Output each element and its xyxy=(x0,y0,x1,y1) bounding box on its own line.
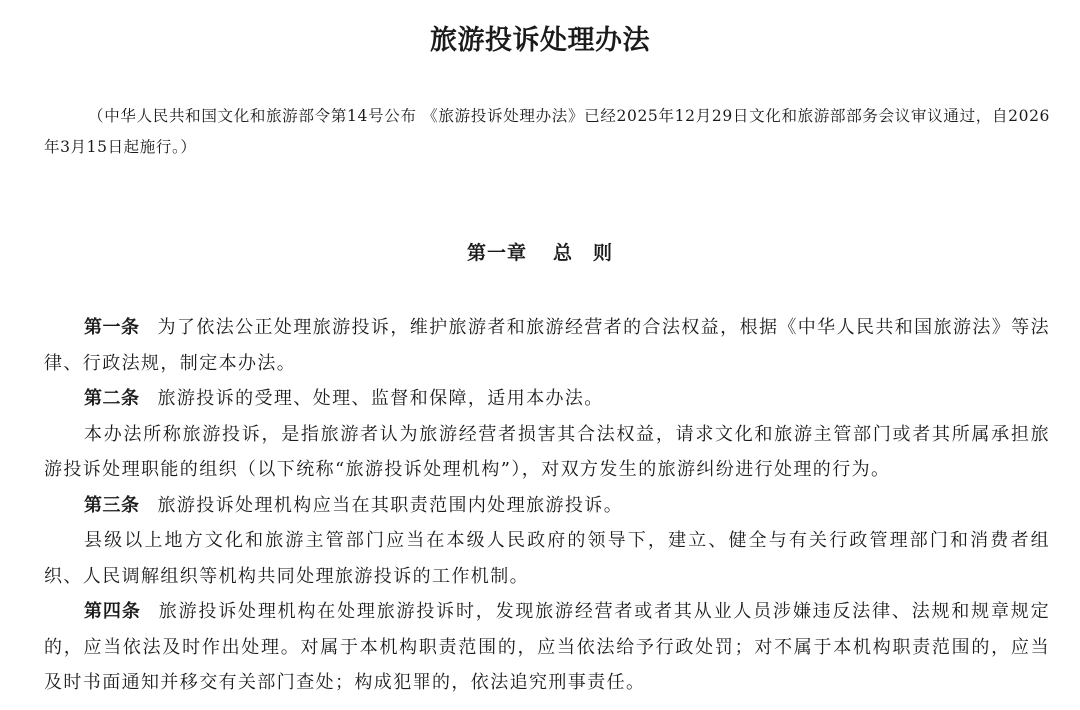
article-text: 旅游投诉处理机构应当在其职责范围内处理旅游投诉。 xyxy=(157,494,624,516)
document-title: 旅游投诉处理办法 xyxy=(430,25,650,56)
chapter-name-part1: 总 xyxy=(552,242,573,264)
article-2-continuation xyxy=(44,417,1050,488)
article-text: 为了依法公正处理旅游投诉，维护旅游者和旅游经营者的合法权益，根据《中华人民共和国旅游法》等法律、行政法规，制定本办法。 xyxy=(44,317,1050,374)
article-text: 旅游投诉的受理、处理、监督和保障，适用本办法。 xyxy=(157,388,604,409)
article-2-paragraph xyxy=(44,381,1050,417)
article-label: 第二条 xyxy=(84,388,140,409)
article-text: 县级以上地方文化和旅游主管部门应当在本级人民政府的领导下，建立、健全与有关行政管理部门和消费者组织、人民调解组织等机构共同处理旅游投诉的工作机制。 xyxy=(44,530,1050,587)
chapter-heading xyxy=(0,238,1080,265)
articles-body xyxy=(44,310,1050,701)
chapter-number: 第一章 xyxy=(466,242,527,264)
promulgation-note: （中华人民共和国文化和旅游部令第14号公布 《旅游投诉处理办法》已经2025年12月29日文化和旅游部部务会议审议通过，自2026年3月15日起施行。） xyxy=(44,107,1050,156)
article-text: 旅游投诉处理机构在处理旅游投诉时，发现旅游经营者或者其从业人员涉嫌违反法律、法规和规章规定的，应当依法及时作出处理。对属于本机构职责范围的，应当依法给予行政处罚；对不属于本机构职责范围的，应当及时书面通知并移交有关部门查处；构成犯罪的，依法追究刑事责任。 xyxy=(44,601,1051,693)
article-3-paragraph xyxy=(44,488,1050,524)
article-1-paragraph xyxy=(44,310,1050,381)
article-label: 第三条 xyxy=(84,494,140,516)
article-text: 本办法所称旅游投诉，是指旅游者认为旅游经营者损害其合法权益，请求文化和旅游主管部门或者其所属承担旅游投诉处理职能的组织（以下统称“旅游投诉处理机构”），对双方发生的旅游纠纷进行处理的行为。 xyxy=(44,423,1050,480)
article-3-continuation xyxy=(44,523,1050,594)
chapter-name-part2: 则 xyxy=(593,242,614,264)
article-label: 第一条 xyxy=(84,317,140,338)
article-label: 第四条 xyxy=(84,601,141,622)
article-4-paragraph xyxy=(44,594,1050,701)
